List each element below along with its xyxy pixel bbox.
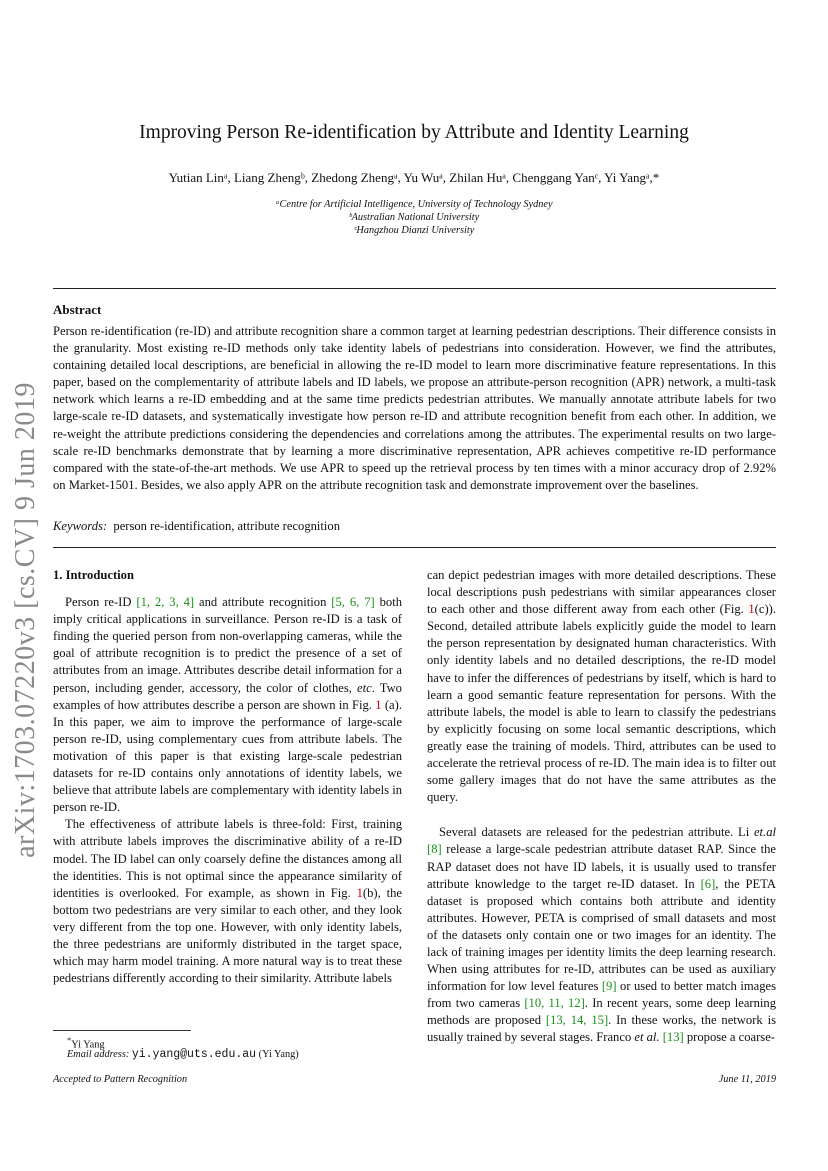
intro-paragraph-3: can depict pedestrian images with more detailed descriptions. These local descriptions push pedestrians with similar appearances closer to each other and those different away from each other (Fig. 1(c)). Second, detailed attribute labels explicitly guide the model to learn the person representation by designated human characteristics. With only identity labels and no detailed descriptions, the re-ID model have to infer the differences of pedestrians by itself, which is hard to learn a good semantic feature representation for persons. With the attribute labels, the model is able to learn to classify the pedestrians by explicitly focusing on some local semantic descriptions, which greatly ease the training of models. Third, attributes can be used to accelerate the retrieval process of re-ID. The main idea is to filter out some gallery images that do not have the same attributes as the query. [427,568,776,805]
affiliation-1: ᵃCentre for Artificial Intelligence, University of Technology Sydney [275,199,553,210]
arxiv-sidebar [6,375,46,865]
abstract-heading: Abstract [53,302,102,317]
italic-text: et.al [753,825,776,840]
abstract-top-rule [53,288,776,289]
footnote-name: Yi Yang [71,1039,105,1051]
intro-paragraph-4: Several datasets are released for the pedestrian attribute. Li et.al [8] release a large-scale pedestrian attribute dataset RAP. Since the RAP dataset does not have ID labels, it is usually used to transfer attribute knowledge to the target re-ID dataset. In [6], the PETA dataset is proposed which contains both attribute and identity attributes. However, PETA is comprised of small datasets and most of the datasets only contain one or two images for an identity. The lack of training images per identity limits the deep learning research. When using attributes for re-ID, attributes can be used as auxiliary information for low level features [9] or used to better match images from two cameras [10, 11, 12]. In recent years, some deep learning methods are proposed [13, 14, 15]. In these works, the network is usually trained by several stages. Franco et al. [13] propose a coarse- [427,825,776,1045]
affiliation-2: ᵇAustralian National University [348,212,480,223]
italic-text: et al. [634,1030,660,1045]
figure-reference-link[interactable]: 1 [748,602,755,617]
intro-paragraph-2: The effectiveness of attribute labels is three-fold: First, training with attribute labels improves the discriminative ability of a re-ID model. The ID label can only coarsely define the distances among all the identities. This is not optimal since the appearance similarity of identities is overlooked. For example, as shown in Fig. 1(b), the bottom two pedestrians are very similar to each other, and they look very different from the top one. However, with only identity labels, the three pedestrians are uniformly distributed in the target space, which may harm model training. A more natural way is to treat these pedestrians differently according to their similarity. Attribute labels [53,817,402,986]
left-column [53,567,402,987]
paper-title: Improving Person Re-identification by Attribute and Identity Learning [139,122,689,143]
footer-journal: Accepted to Pattern Recognition [53,1074,188,1085]
figure-reference-link[interactable]: 1 [375,697,382,712]
citation-link[interactable]: [13, 14, 15] [545,1013,609,1028]
intro-paragraph-1: Person re-ID [1, 2, 3, 4] and attribute recognition [5, 6, 7] both imply critical applications in surveillance. Person re-ID is a task of finding the queried person from non-overlapping cameras, while the goal of attribute recognition is to predict the presence of a set of attributes from an image. Attributes describe detail information for a person, including gender, accessory, the color of clothes, etc. Two examples of how attributes describe a person are shown in Fig. 1 (a). In this paper, we aim to improve the performance of large-scale person re-ID, using complementary cues from attribute labels. The motivation of this paper is that existing large-scale pedestrian datasets for re-ID contains only annotations of identity labels, we believe that attribute labels are complementary with identity labels in person re-ID. [53,595,403,815]
citation-link[interactable]: [9] [601,979,617,994]
author-list: Yutian Linᵃ, Liang Zhengᵇ, Zhedong Zhengᵃ, Yu Wuᵃ, Zhilan Huᵃ, Chenggang Yanᶜ, Yi Yangᵃ,* [168,170,660,185]
citation-link[interactable]: [5, 6, 7] [331,595,375,610]
arxiv-identifier: arXiv:1703.07220v3 [cs.CV] 9 Jun 2019 [10,382,41,858]
citation-link[interactable]: [13] [662,1030,684,1045]
citation-link[interactable]: [6] [700,876,716,891]
keywords-label: Keywords: [53,519,108,533]
right-column [427,567,776,1047]
affiliation-3: ᶜHangzhou Dianzi University [353,225,475,236]
footnote-email-suffix: (Yi Yang) [258,1049,299,1060]
footnote-rule [53,1030,191,1031]
keywords-line [53,519,340,534]
keywords-text: person re-identification, attribute recognition [113,519,341,533]
footer-date: June 11, 2019 [718,1074,776,1085]
figure-reference-link[interactable]: 1 [356,885,363,900]
footnote-email[interactable]: yi.yang@uts.edu.au [131,1048,257,1061]
section-heading-introduction: 1. Introduction [53,568,134,582]
footnote-marker: * [67,1035,72,1045]
abstract-bottom-rule [53,547,776,548]
citation-link[interactable]: [10, 11, 12] [524,996,585,1011]
citation-link[interactable]: [8] [427,842,442,857]
abstract-text: Person re-identification (re-ID) and attribute recognition share a common target at learning pedestrian descriptions. Their difference consists in the granularity. Most existing re-ID methods only take identity labels of pedestrians into consideration. However, we find the attributes, containing detailed local descriptions, are beneficial in allowing the re-ID model to learn more discriminative feature representations. In this paper, based on the complementarity of attribute labels and ID labels, we propose an attribute-person recognition (APR) network, a multi-task network which learns a re-ID embedding and at the same time predicts pedestrian attributes. We manually annotate attribute labels for two large-scale re-ID datasets, and systematically investigate how person re-ID and attribute recognition benefit from each other. In addition, we re-weight the attribute predictions considering the dependencies and correlations among the attributes. The experimental results on two large-scale re-ID benchmarks demonstrate that by learning a more discriminative representation, APR achieves competitive re-ID performance compared with the state-of-the-art methods. We use APR to speed up the retrieval process by ten times with a minor accuracy drop of 2.92% on Market-1501. Besides, we also apply APR on the attribute recognition task and demonstrate improvement over the baselines. [53,324,776,492]
citation-link[interactable]: [1, 2, 3, 4] [136,595,195,610]
footnote-email-label: Email address: [67,1049,130,1060]
italic-text: etc [357,680,372,695]
footnote-email-line [67,1048,299,1061]
